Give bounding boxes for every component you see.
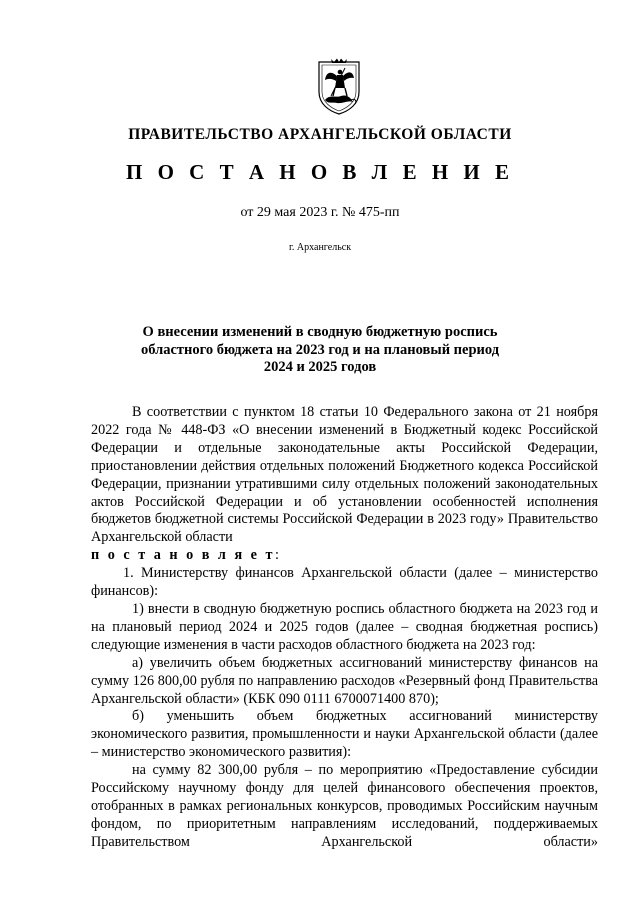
subject-line: 2024 и 2025 годов [263,359,377,375]
preamble-paragraph [91,404,598,565]
resolves-word: п о с т а н о в л я е т [91,547,275,564]
document-date-number: от 29 мая 2023 г. № 475-пп [240,205,400,220]
preamble-text: В соответствии с пунктом 18 статьи 10 Федерального закона от 21 ноября 2022 года № 448-ФЗ «О внесении изменений в Бюджетный кодекс Российской Федерации и отдельные законодательные акты Российской Федерации, приостановлении действия отдельных положений Бюджетного кодекса Российской Федерации, признании утратившими силу отдельных положений законодательных актов Российской Федерации и об установлении особенностей исполнения бюджетов бюджетной системы Российской Федерации в 2023 году» Правительство Архангельской области [91,404,598,546]
document-type: П О С Т А Н О В Л Е Н И Е [125,160,514,184]
item-paragraph: 1) внести в сводную бюджетную роспись областного бюджета на 2023 год и на плановый период 2024 и 2025 годов (далее – сводная бюджетная роспись) следующие изменения в части расходов областного бюджета на 2023 год: [91,600,598,653]
government-title: ПРАВИТЕЛЬСТВО АРХАНГЕЛЬСКОЙ ОБЛАСТИ [128,126,512,143]
document-body [91,404,598,852]
item-paragraph: б) уменьшить объем бюджетных ассигнований министерству экономического развития, промышленности и науки Архангельской области (далее – министерство экономического развития): [91,708,598,761]
subject-line: О внесении изменений в сводную бюджетную роспись [142,324,498,340]
item-paragraph: 1. Министерству финансов Архангельской области (далее – министерство финансов): [91,565,598,600]
document-subject [100,324,540,377]
subject-line: областного бюджета на 2023 год и на плановый период [140,341,500,358]
item-paragraph: а) увеличить объем бюджетных ассигнований министерству финансов на сумму 126 800,00 рубля по направлению расходов «Резервный фонд Правительства Архангельской области» (КБК 090 0111 6700071400 870); [91,654,598,707]
document-place: г. Архангельск [288,242,352,253]
coat-of-arms-icon [315,58,363,116]
item-paragraph: на сумму 82 300,00 рубля – по мероприятию «Предоставление субсидии Российскому научному фонду для целей финансового обеспечения проектов, отобранных в рамках региональных конкурсов, проводимых Российским научным фондом, по приоритетным направлениям исследований, поддерживаемых Правительством Архангельской области» [91,762,598,850]
resolves-colon: : [274,547,279,564]
